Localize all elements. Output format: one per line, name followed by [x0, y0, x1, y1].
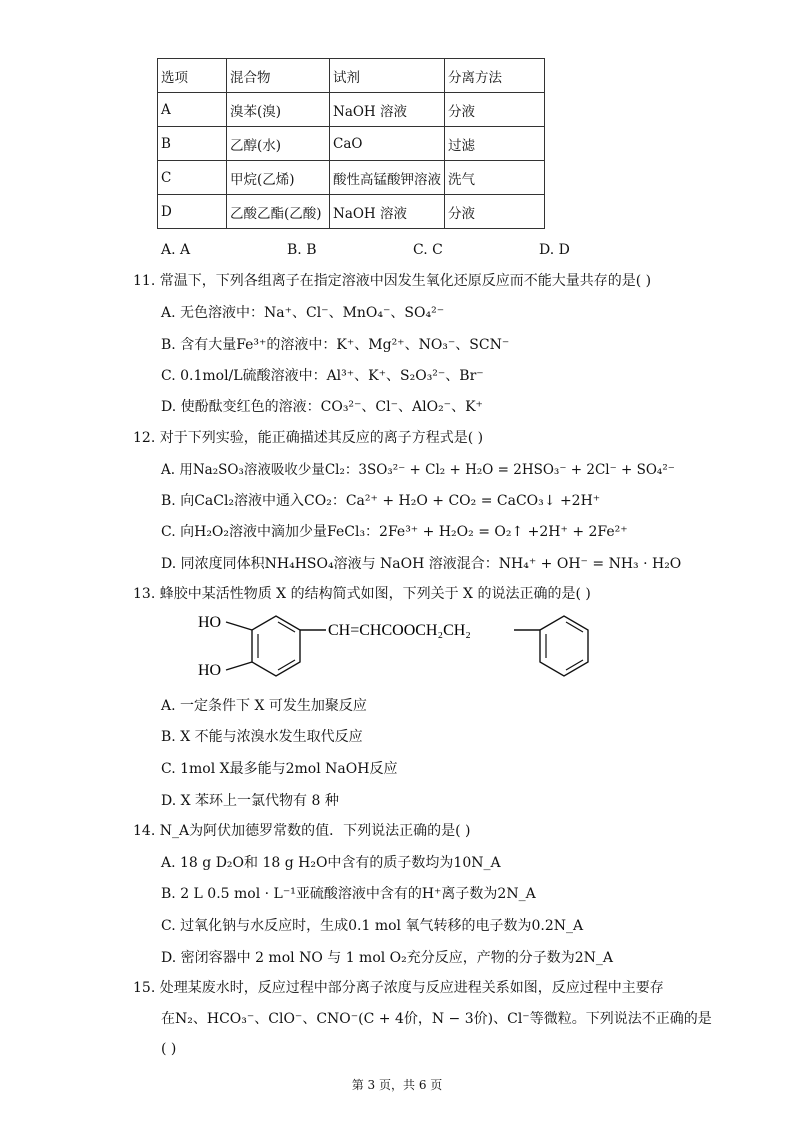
q11-option-a[interactable]: A. 无色溶液中：Na⁺、Cl⁻、MnO₄⁻、SO₄²⁻ [161, 305, 445, 321]
table-row [158, 93, 545, 127]
benzene-ring-left [252, 616, 300, 676]
q13-option-c[interactable]: C. 1mol X最多能与2mol NaOH反应 [161, 761, 398, 777]
table-cell: B [158, 127, 227, 161]
q13-option-a[interactable]: A. 一定条件下 X 可发生加聚反应 [161, 698, 367, 714]
table-cell: 酸性高锰酸钾溶液 [330, 161, 445, 195]
q10-option-a[interactable]: A. A [161, 242, 191, 258]
table-header-cell: 试剂 [330, 59, 445, 93]
table-cell: A [158, 93, 227, 127]
q12-option-c[interactable]: C. 向H₂O₂溶液中滴加少量FeCl₃：2Fe³⁺ + H₂O₂ = O₂↑ +2H⁺ + 2Fe²⁺ [161, 524, 628, 540]
table-cell: 分液 [445, 195, 545, 229]
q14-option-a[interactable]: A. 18 g D₂O和 18 g H₂O中含有的质子数均为10N_A [161, 855, 501, 871]
table-cell: 溴苯(溴) [227, 93, 330, 127]
table-row [158, 127, 545, 161]
q11-option-c[interactable]: C. 0.1mol/L硫酸溶液中：Al³⁺、K⁺、S₂O₃²⁻、Br⁻ [161, 368, 484, 384]
side-chain-label: CH=CHCOOCH₂CH₂ [328, 622, 471, 639]
table-row [158, 161, 545, 195]
q15-stem-line1: 15. 处理某废水时，反应过程中部分离子浓度与反应进程关系如图，反应过程中主要存 [133, 980, 664, 996]
q15-stem-line3: ( ) [161, 1041, 177, 1057]
q10-option-d[interactable]: D. D [539, 242, 570, 258]
table-cell: NaOH 溶液 [330, 93, 445, 127]
q12-option-a[interactable]: A. 用Na₂SO₃溶液吸收少量Cl₂：3SO₃²⁻ + Cl₂ + H₂O = 2HSO₃⁻ + 2Cl⁻ + SO₄²⁻ [161, 462, 675, 478]
table-cell: D [158, 195, 227, 229]
table-cell: CaO [330, 127, 445, 161]
table-row [158, 195, 545, 229]
table-header-cell: 混合物 [227, 59, 330, 93]
q11-option-b[interactable]: B. 含有大量Fe³⁺的溶液中：K⁺、Mg²⁺、NO₃⁻、SCN⁻ [161, 337, 510, 353]
q14-option-b[interactable]: B. 2 L 0.5 mol · L⁻¹亚硫酸溶液中含有的H⁺离子数为2N_A [161, 886, 536, 902]
table-cell: 过滤 [445, 127, 545, 161]
page-footer: 第 3 页，共 6 页 [351, 1078, 443, 1092]
q12-option-d[interactable]: D. 同浓度同体积NH₄HSO₄溶液与 NaOH 溶液混合：NH₄⁺ + OH⁻ = NH₃ · H₂O [161, 556, 682, 572]
table-header-row [158, 59, 545, 93]
table-cell: C [158, 161, 227, 195]
table-cell: 分液 [445, 93, 545, 127]
ho-top-label: HO [198, 614, 222, 631]
q14-option-c[interactable]: C. 过氧化钠与水反应时，生成0.1 mol 氧气转移的电子数为0.2N_A [161, 918, 584, 934]
table-cell: 乙酸乙酯(乙酸) [227, 195, 330, 229]
separation-table [157, 58, 545, 229]
table-cell: NaOH 溶液 [330, 195, 445, 229]
q13-option-b[interactable]: B. X 不能与浓溴水发生取代反应 [161, 729, 363, 745]
table-cell: 乙醇(水) [227, 127, 330, 161]
q11-option-d[interactable]: D. 使酚酞变红色的溶液：CO₃²⁻、Cl⁻、AlO₂⁻、K⁺ [161, 399, 483, 415]
q15-stem-line2: 在N₂、HCO₃⁻、ClO⁻、CNO⁻(C + 4价，N − 3价)、Cl⁻等微粒。下列说法不正确的是 [161, 1011, 712, 1027]
q14-option-d[interactable]: D. 密闭容器中 2 mol NO 与 1 mol O₂充分反应，产物的分子数为2N_A [161, 950, 614, 966]
q12-option-b[interactable]: B. 向CaCl₂溶液中通入CO₂：Ca²⁺ + H₂O + CO₂ = CaCO₃↓ +2H⁺ [161, 493, 601, 509]
q10-option-b[interactable]: B. B [287, 242, 317, 258]
q10-option-c[interactable]: C. C [413, 242, 443, 258]
table-cell: 洗气 [445, 161, 545, 195]
table-header-cell: 选项 [158, 59, 227, 93]
ho-bottom-label: HO [198, 662, 222, 679]
q13-stem: 13. 蜂胶中某活性物质 X 的结构简式如图，下列关于 X 的说法正确的是( ) [133, 586, 591, 602]
table-cell: 甲烷(乙烯) [227, 161, 330, 195]
structure-formula-diagram [196, 612, 616, 692]
q12-stem: 12. 对于下列实验，能正确描述其反应的离子方程式是( ) [133, 430, 484, 446]
table-header-cell: 分离方法 [445, 59, 545, 93]
benzene-ring-right [540, 616, 588, 676]
q13-option-d[interactable]: D. X 苯环上一氯代物有 8 种 [161, 793, 339, 809]
q11-stem: 11. 常温下，下列各组离子在指定溶液中因发生氧化还原反应而不能大量共存的是( ) [133, 273, 652, 289]
q14-stem: 14. N_A为阿伏加德罗常数的值．下列说法正确的是( ) [133, 823, 471, 839]
